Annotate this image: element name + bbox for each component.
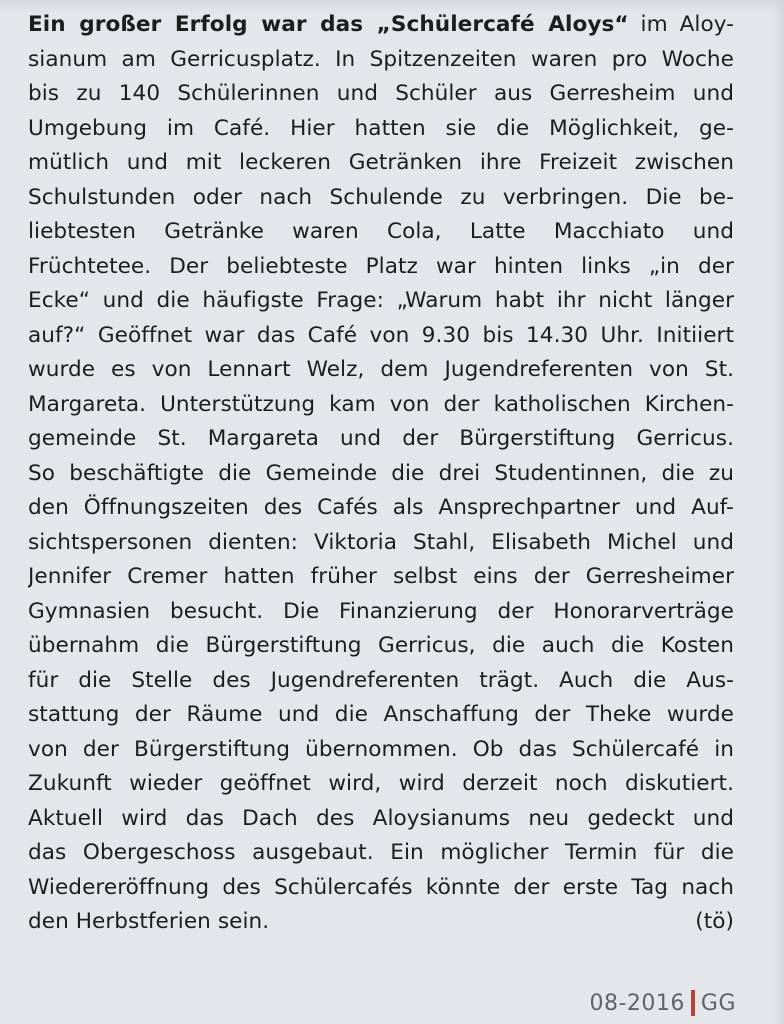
page-footer bbox=[589, 990, 736, 1016]
article-line bbox=[28, 8, 734, 43]
author-initials: (tö) bbox=[695, 909, 734, 934]
issue-date: 08-2016 bbox=[589, 990, 685, 1016]
article-line: So beschäftigte die Gemeinde die drei Studentinnen, die zu bbox=[28, 460, 734, 486]
article-line: Schulstunden oder nach Schulende zu verbringen. Die be- bbox=[28, 184, 734, 210]
page-right-edge bbox=[774, 0, 784, 1024]
article-line: von der Bürgerstiftung übernommen. Ob das Schülercafé in bbox=[28, 736, 734, 762]
article-line: Gymnasien besucht. Die Finanzierung der Honorarverträge bbox=[28, 598, 734, 624]
publication-initials: GG bbox=[700, 990, 736, 1016]
article-line: gemeinde St. Margareta und der Bürgerstiftung Gerricus. bbox=[28, 426, 734, 451]
article-line: Jennifer Cremer hatten früher selbst eins der Gerresheimer bbox=[28, 564, 734, 589]
article-line: für die Stelle des Jugendreferenten trägt. Auch die Aus- bbox=[28, 667, 734, 693]
article-line: Früchtetee. Der beliebteste Platz war hinten links „in der bbox=[28, 253, 734, 279]
article-line: Wiedereröffnung des Schülercafés könnte der erste Tag nach bbox=[28, 874, 734, 900]
article-lead: Ein großer Erfolg war das „Schülercafé Aloys“ bbox=[28, 12, 629, 37]
article-line: Aktuell wird das Dach des Aloysianums neu gedeckt und bbox=[28, 805, 734, 831]
article-line: sianum am Gerricusplatz. In Spitzenzeiten waren pro Woche bbox=[28, 46, 734, 72]
article-line: liebtesten Getränke waren Cola, Latte Macchiato und bbox=[28, 219, 734, 244]
article-body bbox=[28, 8, 734, 940]
article-line: das Obergeschoss ausgebaut. Ein möglicher Termin für die bbox=[28, 840, 734, 865]
article-closing-text: den Herbstferien sein. bbox=[28, 909, 270, 934]
article-line: Umgebung im Café. Hier hatten sie die Möglichkeit, ge- bbox=[28, 115, 734, 141]
article-line: sichtspersonen dienten: Viktoria Stahl, Elisabeth Michel und bbox=[28, 529, 734, 555]
article-line: den Öffnungszeiten des Cafés als Ansprechpartner und Auf- bbox=[28, 495, 734, 520]
article-line: auf?“ Geöffnet war das Café von 9.30 bis 14.30 Uhr. Initiiert bbox=[28, 322, 734, 348]
footer-separator bbox=[691, 990, 695, 1016]
article-line: Margareta. Unterstützung kam von der katholischen Kirchen- bbox=[28, 391, 734, 417]
article-line: Zukunft wieder geöffnet wird, wird derzeit noch diskutiert. bbox=[28, 771, 734, 796]
article-line: Ecke“ und die häufigste Frage: „Warum habt ihr nicht länger bbox=[28, 288, 734, 313]
article-line-rest: im Aloy- bbox=[628, 12, 734, 37]
article-line: stattung der Räume und die Anschaffung der Theke wurde bbox=[28, 702, 734, 727]
article-line: mütlich und mit leckeren Getränken ihre Freizeit zwischen bbox=[28, 150, 734, 175]
article-last-line bbox=[28, 905, 734, 940]
article-line: übernahm die Bürgerstiftung Gerricus, die auch die Kosten bbox=[28, 633, 734, 658]
article-line: wurde es von Lennart Welz, dem Jugendreferenten von St. bbox=[28, 357, 734, 382]
article-line: bis zu 140 Schülerinnen und Schüler aus Gerresheim und bbox=[28, 81, 734, 106]
